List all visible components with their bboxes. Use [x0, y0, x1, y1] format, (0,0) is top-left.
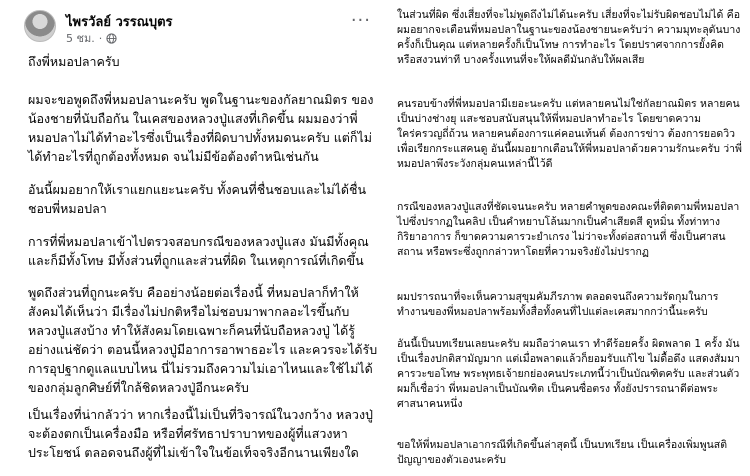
paragraph-left: การที่พี่หมอปลาเข้าไปตรวจสอบกรณีของหลวงปู่แสง มันมีทั้งคุณและก็มีทั้งโทษ มีทั้งส่วนที่ถูกและส่วนที่ผิด ในเหตุการณ์ที่เกิดขึ้น	[28, 234, 369, 268]
paragraph-left: อันนี้ผมอยากให้เราแยกแยะนะครับ ทั้งคนที่ชื่นชอบและไม่ได้ชื่นชอบพี่หมอปลา	[28, 182, 367, 216]
globe-icon	[106, 33, 117, 44]
author-name[interactable]: ไพรวัลย์ วรรณบุตร	[66, 15, 173, 30]
post-time[interactable]: 5 ชม.	[66, 32, 95, 45]
paragraph-left: เป็นเรื่องที่น่ากลัวว่า หากเรื่องนี้ไม่เป็นที่วิจารณ์ในวงกว้าง หลวงปู่จะต้องตกเป็นเครื่องมือ หรือที่ศรัทธาปราบาทของผู้ที่แสวงหาประโยชน์ ตลอดจนถึงผู้ที่ไม่เข้าใจในข้อเท็จจริงอีกนานเพียงใด	[28, 407, 373, 460]
paragraph-right: ในส่วนที่ผิด ซึ่งเสี่ยงที่จะไม่พูดถึงไม่ได้นะครับ เสี่ยงที่จะไม่รับผิดชอบไม่ได้ คือผมอยากจะเตือนพี่หมอปลาในฐานะของน้องชายนะครับว่า ความมุทะลุดันบางครั้งก็เป็นคุณ แต่หลายครั้งก็เป็นโทษ การทำอะไร โดยปราศจากการยั้งคิดหรือสงวนท่าที บางครั้งแทนที่จะให้ผลดีมันกลับให้ผลเสีย	[397, 9, 741, 66]
post-meta: 5 ชม. ·	[66, 29, 117, 47]
paragraph-left: ผมจะขอพูดถึงพี่หมอปลานะครับ พูดในฐานะของกัลยาณมิตร ของน้องชายที่นับถือกัน ในเคสของหลวงปู่แสงที่เกิดขึ้น ผมมองว่าพี่หมอปลาไม่ได้ทำอะไรซึ่งเป็นเรื่องที่ผิดบาปทั้งหมดนะครับ แต่ก็ไม่ได้ทำอะไรที่ถูกต้องทั้งหมด จนไม่มีข้อต้องตำหนิเช่นกัน	[28, 92, 374, 164]
paragraph-right: กรณีของหลวงปู่แสงที่ชัดเจนนะครับ หลายคำพูดของคณะที่ติดตามพี่หมอปลาไปซึ่งปรากฏในคลิป เป็นคำหยาบโล้นมากเป็นคำเสียดสี ดูหมิ่น ทั้งท่าทางกิริยาอาการ ก็ขาดความคารวะยำเกรง ไม่ว่าจะทั้งต่อสถานที่ ซึ่งเป็นศาสนสถาน หรือพระซึ่งถูกกล่าวหาโดยที่ความจริงยังไม่ปรากฏ	[397, 201, 740, 258]
paragraph-right: ผมปรารถนาที่จะเห็นความสุขุมคัมภีรภาพ ตลอดจนถึงความรัดกุมในการทำงานของพี่หมอปลาพร้อมทั้งสื่อทั้งคนที่ไปแต่ละเคสมากกว่านี้นะครับ	[397, 291, 719, 318]
avatar[interactable]	[24, 10, 56, 42]
paragraph-right: คนรอบข้างที่พี่หมอปลามีเยอะนะครับ แต่หลายคนไม่ใช่กัลยาณมิตร หลายคนเป็นบ่างช่างยุ แสะชอบสนับสนุนให้พี่หมอปลาทำอะไร โดยขาดความใคร่ครวญถี่ถ้วน หลายคนต้องการแค่คอนเท้นต์ ต้องการข่าว ต้องการยอดวิวเพื่อเรียกกระแสคนดู อันนี้ผมอยากเตือนให้พี่หมอปลาด้วยความรักนะครับ ว่าพี่หมอปลาพึงระวังกลุ่มคนเหล่านี้ไว้ดี	[397, 98, 742, 170]
paragraph-left: พูดถึงส่วนที่ถูกนะครับ คืออย่างน้อยต่อเรื่องนี้ ที่หมอปลาก็ทำให้สังคมได้เห็นว่า มีเรื่องไม่ปกติหรือไม่ชอบมาพากลอะไรขึ้นกับหลวงปู่แสงบ้าง ทำให้สังคมโดยเฉพาะก็คนที่นับถือหลวงปู่ ได้รู้อย่างแน่ชัดว่า ตอนนี้หลวงปู่มีอาการอาพาธอะไร และควรจะได้รับการอุปฐากดูแลแบบไหน นี่ไม่รวมถึงความไม่เอาไหนและใช้ไม่ได้ของกลุ่มลูกศิษย์ที่ใกล้ชิดหลวงปู่อีกนะครับ	[28, 285, 378, 395]
post-right-panel	[385, 0, 750, 476]
paragraph-right: ขอให้พี่หมอปลาเอากรณีที่เกิดขึ้นล่าสุดนี้ เป็นบทเรียน เป็นเครื่องเพิ่มพูนสติปัญญาของตัวเองนะครับ	[397, 439, 728, 466]
more-options-button[interactable]: ···	[350, 10, 371, 31]
paragraph-greeting: ถึงพี่หมอปลาครับ	[28, 54, 120, 69]
paragraph-right: อันนี้เป็นบทเรียนเลยนะครับ ผมถือว่าคนเรา ทำดีร้อยครั้ง ผิดพลาด 1 ครั้ง มันเป็นเรื่องปกติสามัญมาก แต่เมื่อพลาดแล้วก็ยอมรับแก้ไข ไม่ดื้อดึง แสดงสัมมาคารวะขอโทษ พระพุทธเจ้ายกย่องคนประเภทนี้ว่าเป็นบัณฑิตครับ และส่วนตัวผมก็เชื่อว่า พี่หมอปลาเป็นบัณฑิต เป็นคนซื่อตรง ทั้งยังปรารถนาดีต่อพระศาสนาคนหนึ่ง	[397, 338, 741, 410]
post-header	[14, 8, 379, 44]
